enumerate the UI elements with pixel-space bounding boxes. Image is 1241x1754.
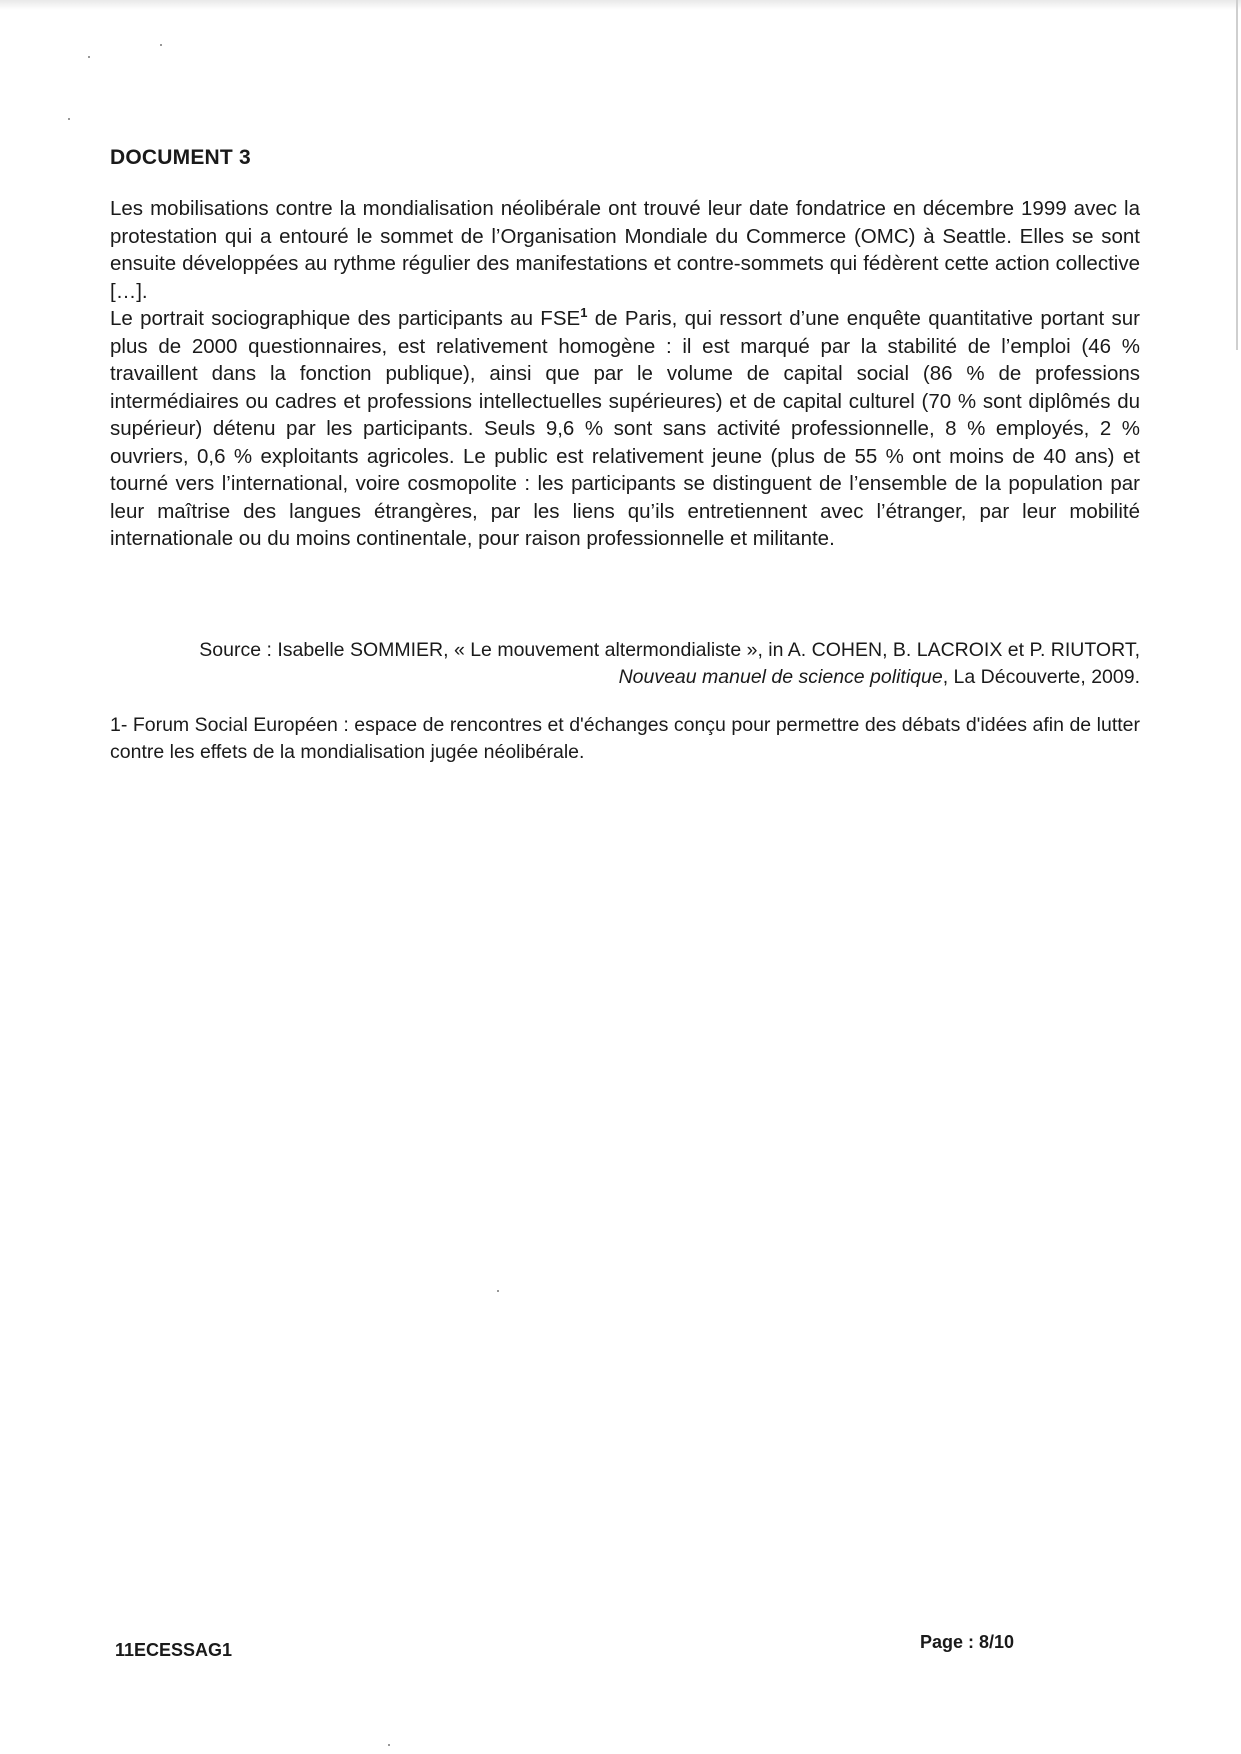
paragraph-2-rest: de Paris, qui ressort d’une enquête quantitative portant sur plus de 2000 questionnaires, est relativement homogène : il est marqué par la stabilité de l’emploi (46 % travaillent dans la fonction publique), ainsi que par le volume de capital social (86 % de professions intermédiaires ou cadres et professions intellectuelles supérieures) et de capital culturel (70 % sont diplômés du supérieur) détenu par les participants. Seuls 9,6 % sont sans activité professionnelle, 8 % employés, 2 % ouvriers, 0,6 % exploitants agricoles. Le public est relativement jeune (plus de 55 % ont moins de 40 ans) et tourné vers l’international, voire cosmopolite : les participants se distinguent de l’ensemble de la population par leur maîtrise des langues étrangères, par les liens qu’ils entretiennent avec l’étranger, par leur mobilité internationale ou du moins continentale, pour raison professionnelle et militante. (110, 307, 1140, 550)
body-paragraph-1: Les mobilisations contre la mondialisation néolibérale ont trouvé leur date fondatrice en décembre 1999 avec la protestation qui a entouré le sommet de l’Organisation Mondiale du Commerce (OMC) à Seattle. Elles se sont ensuite développées au rythme régulier des manifestations et contre-sommets qui fédèrent cette action collective […]. (110, 197, 1140, 303)
scan-speck (497, 1290, 499, 1292)
scan-speck (388, 1744, 390, 1746)
paragraph-2-start: Le portrait sociographique des participants au FSE (110, 307, 581, 330)
scan-top-edge (0, 0, 1241, 10)
document-heading: DOCUMENT 3 (110, 146, 251, 169)
body-paragraph-2 (110, 305, 1140, 553)
footer-page-number: Page : 8/10 (920, 1632, 1015, 1652)
footer-exam-code: 11ECESSAG1 (115, 1640, 233, 1660)
document-body (110, 195, 1140, 553)
scan-right-edge (1236, 0, 1238, 350)
scan-speck (68, 118, 70, 120)
source-prefix: Source : Isabelle SOMMIER, « Le mouvement altermondialiste », in A. COHEN, B. LACROIX et P. RIUTORT, (199, 639, 1140, 661)
source-book-title: Nouveau manuel de science politique (618, 666, 943, 688)
footnote-reference: 1 (580, 305, 588, 321)
scan-speck (88, 56, 90, 58)
footnote: 1- Forum Social Européen : espace de rencontres et d'échanges conçu pour permettre des débats d'idées afin de lutter contre les effets de la mondialisation jugée néolibérale. (110, 714, 1140, 763)
scan-speck (160, 44, 162, 46)
source-suffix: , La Découverte, 2009. (942, 666, 1140, 688)
source-citation (170, 637, 1140, 691)
